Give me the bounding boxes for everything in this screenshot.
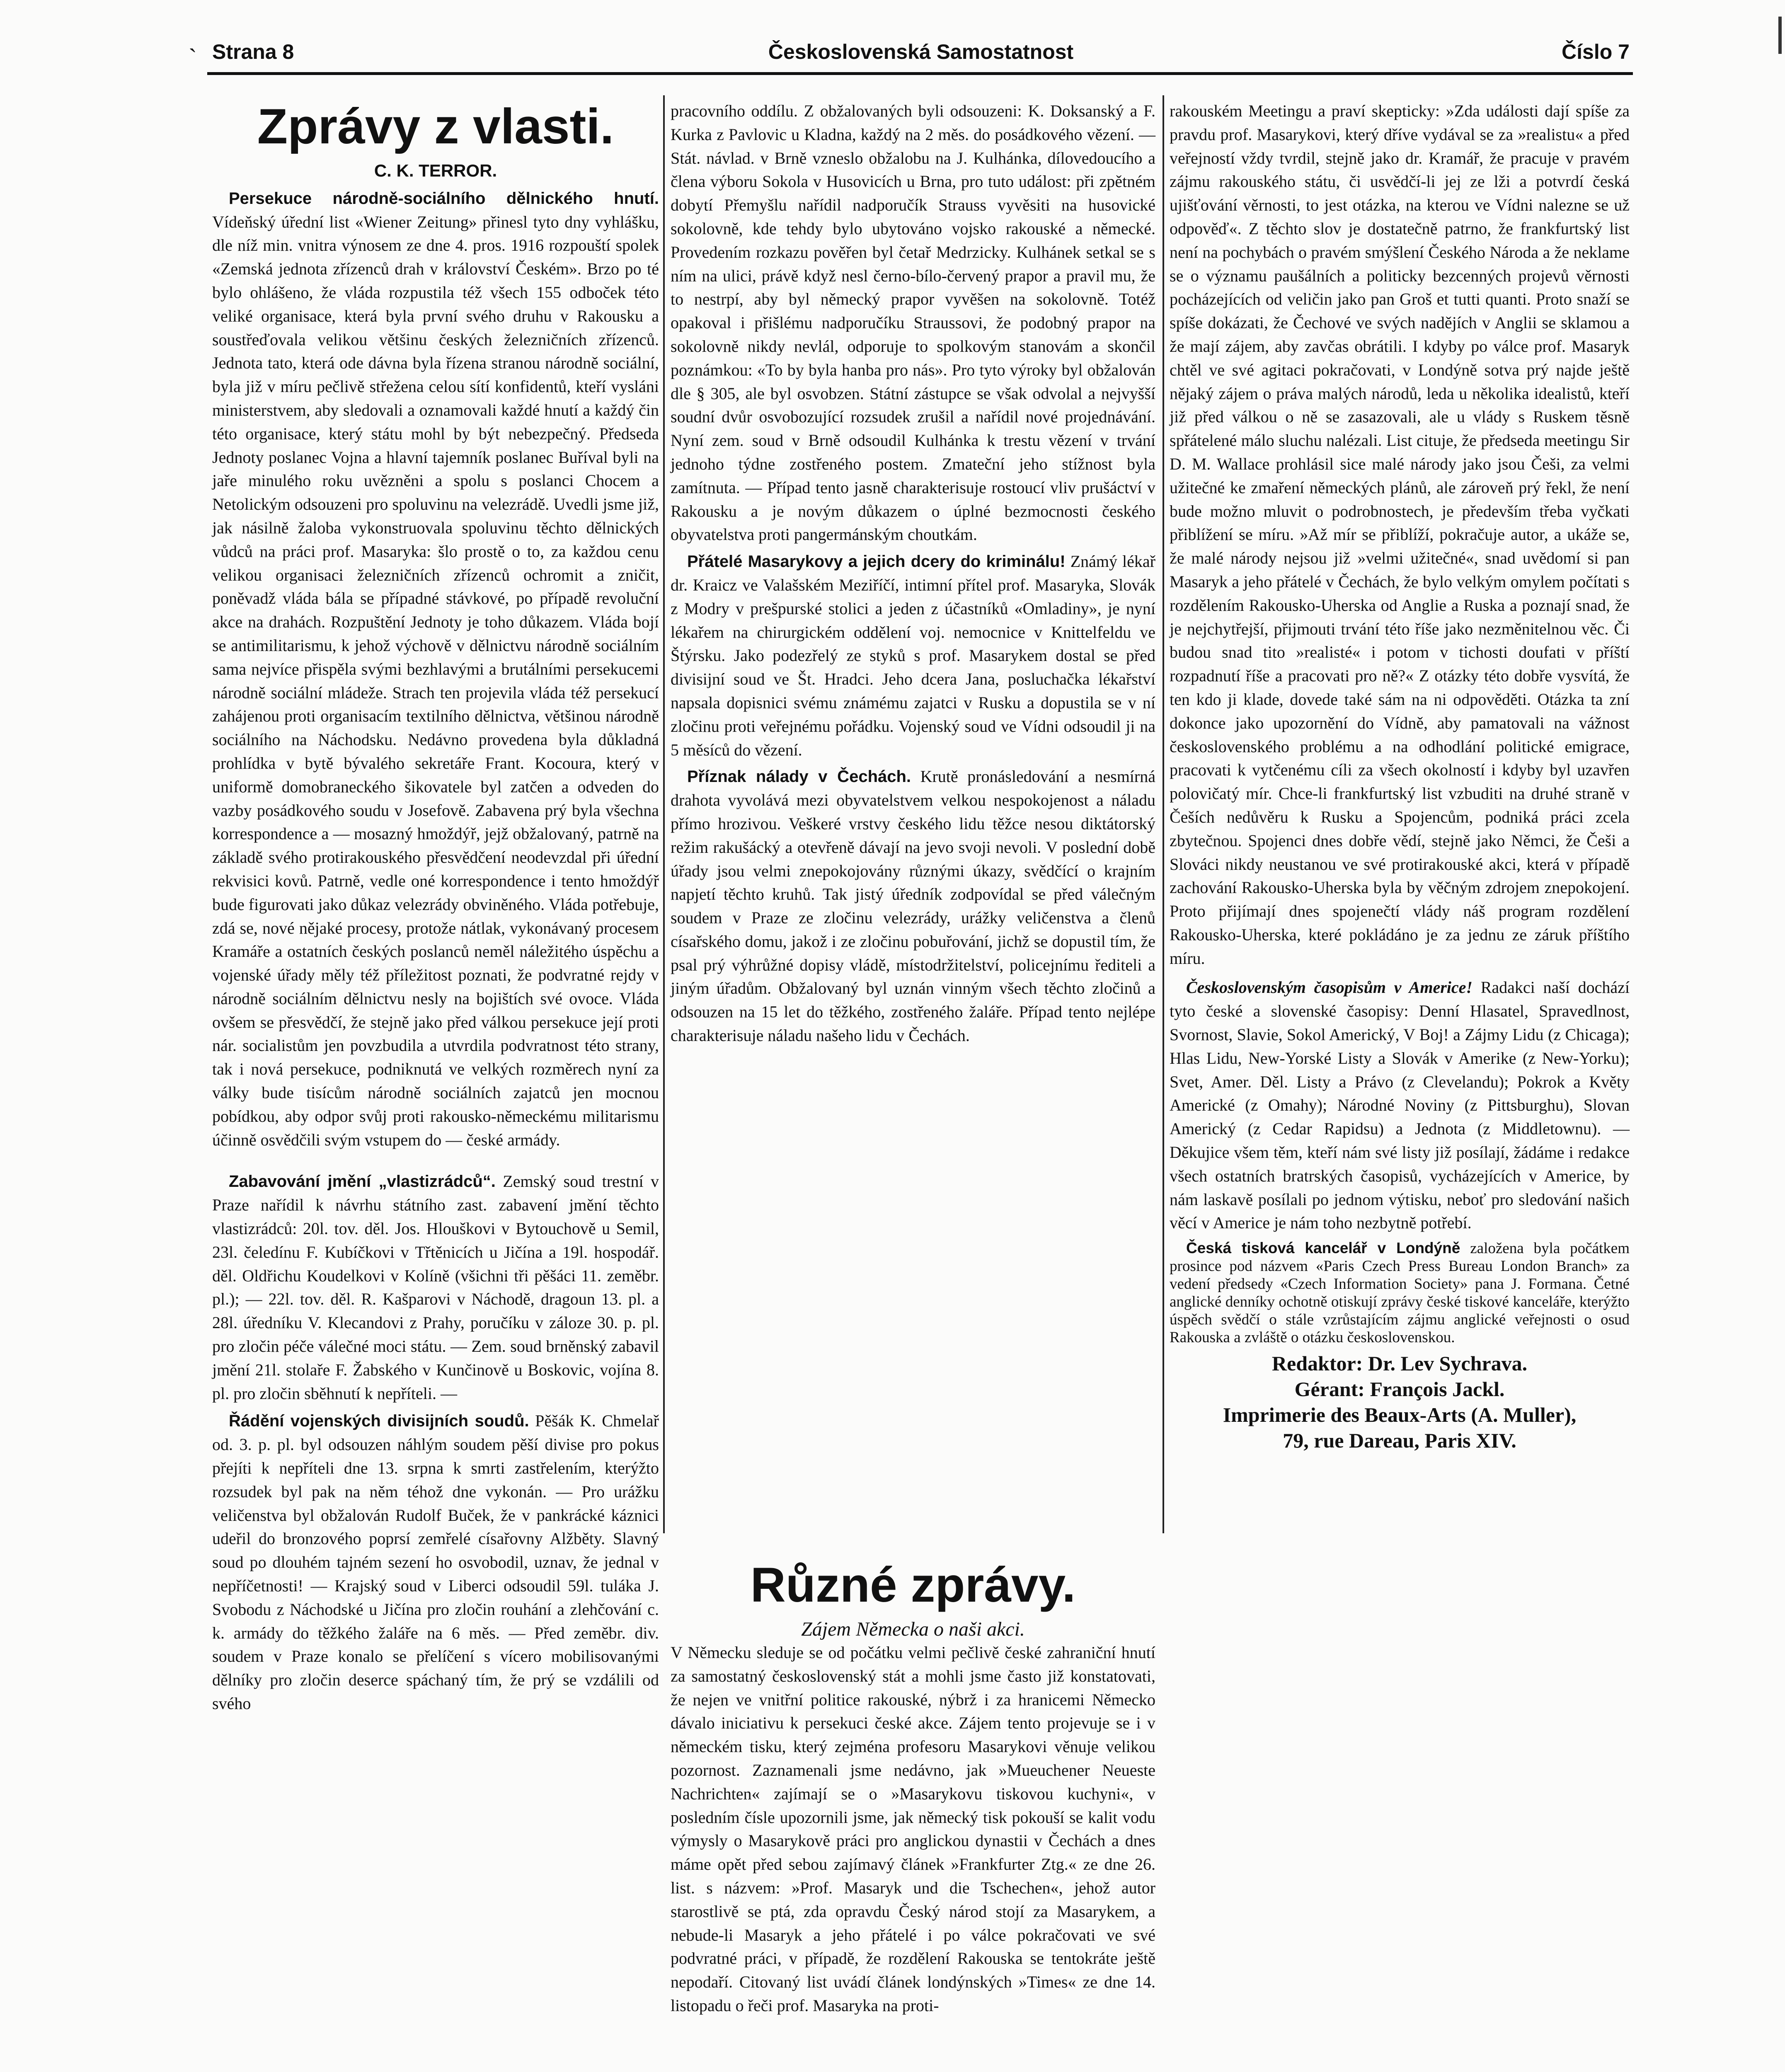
section-title-ruzne-zpravy: Různé zprávy. (750, 1558, 1076, 1612)
article-priznak-headline: Příznak nálady v Čechách. (687, 767, 911, 786)
article-persekuce-headline: Persekuce národně-sociálního dělnického hnutí. (229, 189, 659, 208)
page-header (212, 40, 1630, 71)
article-persekuce (212, 187, 659, 1152)
article-pratele-headline: Přátelé Masarykovy a jejich dcery do kriminálu! (687, 552, 1066, 571)
article-radeni (212, 1409, 659, 1715)
newspaper-title: Československá Samostatnost (768, 40, 1074, 63)
imprint-printer: Imprimerie des Beaux-Arts (A. Muller), (1223, 1403, 1577, 1427)
article-casopisy-headline: Československým časopisům v Americe! (1186, 978, 1473, 997)
article-kulhanek: pracovního oddílu. Z obžalovaných byli odsouzeni: K. Doksanský a F. Kurka z Pavlovic u Kladna, každý na 2 měs. do posádkového vězení. — Stát. návlad. v Brně vzneslo obžalobu na J. Kulhánka, dílovedoucího a člena výboru Sokola v Husovicích u Brna, pro tuto událost: při zpětném dobytí Přemyšlu nařídil nadporučík Strauss vyvěsiti na husovické sokolovně, kde tehdy bylo ubytováno vojsko rakouské a německé. Provedením rozkazu pověřen byl četař Medrzicky. Kulhánek setkal se s ním na ulici, právě když nesl černo-bílo-červený prapor a pravil mu, že to nestrpí, aby byl německý prapor vyvěšen na sokolovně. Totéž opakoval i přišlému nadporučíku Straussovi, že podobný prapor na sokolovně nikdy nevlál, odporuje to spolkovým stanovám a skončil poznámkou: «To by byla hanba pro nás». Pro tyto výroky byl obžalován dle § 305, ale byl osvobzen. Státní zástupce se však odvolal a nejvyšší soudní dvůr osvobozující rozsudek zrušil a nařídil nové projednávání. Nyní zem. soud v Brně odsoudil Kulhánka k trestu vězení v trvání jednoho týdne zostřeného postem. Zmateční jeho stížnost byla zamítnuta. — Případ tento jasně charakterisuje rostoucí vliv prušáctví v Rakousku a je novým důkazem o úplné bezmocnosti českého obyvatelstva proti pangermánským choutkám. (671, 102, 1155, 544)
page-edge-mark (1778, 17, 1782, 54)
article-casopisy-body: Radakci naší dochází tyto české a slovenské časopisy: Denní Hlasatel, Spravedlnost, Svornost, Slavie, Sokol Americký, V Boj! a Zájmy Lidu (z Chicaga); Hlas Lidu, New-Yorské Listy a Slovák v Amerike (z New-Yorku); Svet, Amer. Děl. Listy a Právo (z Clevelandu); Pokrok a Květy Americké (z Omahy); Národné Noviny (z Pittsburghu), Slovan Americký (z Cedar Rapidsu) a Jednota (z Middletownu). — Děkujice všem těm, kteří nám své listy již posílají, žádáme i redakce všech ostatních bratrských časopisů, vycházejících v Americe, by nám laskavě posílali po jednom výtisku, neboť pro sledování našich věcí v Americe je nám toho nezbytně potřebí. (1170, 978, 1630, 1232)
imprint-redaktor: Redaktor: Dr. Lev Sychrava. (1272, 1352, 1528, 1375)
article-zajem-nemecka-continued: rakouském Meetingu a praví skepticky: »Zda události dají spíše za pravdu prof. Masarykovi, který dříve vydával se za »realistu« a před veřejností vždy tvrdil, stejně jako dr. Kramář, že pracuje v pravém zájmu rakouského státu, či usvědčí-li jej ze lži a potvrdí česká ujišťování věrnosti, to jest otázka, na kterou ve Vídni nalezne se už odpověď«. Z těchto slov je dostatečně patrno, že frankfurtský list není na pochybách o pravém smýšlení Českého Národa a že neklame se o významu paušálních a politicky bezcenných projevů věrnosti pocházejících od veličin jako pan Groš et tutti quanti. Proto snaží se spíše dokázati, že Čechové ve svých nadějích v Anglii se sklamou a že mají zájem, aby zavčas obrátili. I kdyby po válce prof. Masaryk chtěl ve své agitaci pokračovati, v Londýně sotva prý najde ještě nějaký zájem o práva malých národů, leda u několika idealistů, kteří již před válkou o ně se zasazovali, ale u vlády s Ruskem těsně spřátelené málo sluchu nalézali. List cituje, že předseda meetingu Sir D. M. Wallace prohlásil sice malé národy jako jsou Češi, za velmi užitečné ke zmaření německých plánů, ale zároveň prý řekl, že není bude možno mluvit o podrobnostech, je především třeba vyčkati přiblížení se míru. »Až mír se přiblíží, pokračuje autor, a ukáže se, že malé národy nejsou již »velmi užitečné«, snad uvědomí si pan Masaryk a jeho přátelé v Čechách, že bylo velkým omylem počítati s rozdělením Rakousko-Uherska od Anglie a Ruska a poznají snad, že je nejchytřejší, přijmouti trvání této říše jako nezměnitelnou věc. Či budou snad tito »realisté« i potom v tichosti doufati v příští rozpadnutí říše a pracovati pro ně?« Z otázky této dobře vysvítá, že ten kdo ji klade, dovede také sám na ni odpověděti. Otázka ta zní dokonce jako upozornění do Vídně, aby pamatovali na vážnost československého problému a na odhodlání politické emigrace, pracovati k vytčenému cíli za všech okolností i kdyby byl uzavřen polovičatý mír. Chce-li frankfurtský list vzbuditi na druhé straně v Češích nedůvěru k Rusku a Spojencům, podniká práci zcela zbytečnou. Spojenci dnes dobře vědí, stejně jako Němci, že Češi a Slováci nikdy neustanou ve své protirakouské akci, která v případě zachování Rakousko-Uherska byla by věčným zdrojem znepokojení. Proto přijímají dnes spojenečtí vlády náš program rozdělení Rakousko-Uherska, které pokládáno je za jednu ze záruk příštího míru. (1170, 102, 1630, 968)
article-tiskova-kancelar (1170, 1239, 1630, 1346)
article-radeni-headline: Řádění vojenských divisijních soudů. (229, 1412, 529, 1431)
column-1 (212, 99, 659, 1716)
article-zajem-nemecka-headline: Zájem Německa o naši akci. (801, 1618, 1025, 1640)
section-title-zpravy-z-vlasti: Zprávy z vlasti. (257, 99, 614, 154)
imprint (1170, 1351, 1630, 1453)
article-zabavovani-body: Zemský soud trestní v Praze nařídil k návrhu státního zast. zabavení jmění těchto vlastizrádců: 20l. tov. děl. Jos. Hlouškovi v Bytouchově u Semil, 23l. čeledínu F. Kubíčkovi v Třtěnicích u Jičína a 19l. hospodář. děl. Oldřichu Koudelkovi v Kolíně (všichni tři pěšáci 11. zeměbr. pl.); — 22l. tov. děl. R. Kašparovi v Náchodě, dragoun 13. pl. a 28l. úředníku V. Klecandovi z Prahy, poručíku v záloze 30. p. pl. pro zločin péče válečné moci státu. — Zem. soud brněnský zabavil jmění 21l. stolaře F. Žabského v Kunčinově u Boskovic, vojína 8. pl. pro zločin sběhnutí k nepříteli. — (212, 1172, 659, 1403)
article-casopisy-v-americe (1170, 976, 1630, 1235)
section-ruzne-zpravy (671, 1558, 1155, 2018)
article-persekuce-body: Vídeňský úřední list «Wiener Zeitung» přinesl tyto dny vyhlášku, dle níž min. vnitra výnosem ze dne 4. pros. 1916 rozpouští spolek «Zemská jednota zřízenců drah v království Českém». Brzo po té bylo ohlášeno, že vláda rozpustila též všech 155 odboček této veliké organisace, která byla první svého druhu v Rakousku a soustřeďovala velikou většinu českých železničních zřízenců. Jednota tato, která ode dávna byla řízena stranou národně sociální, byla již v míru pečlivě střežena celou sítí konfidentů, kteří vysláni ministerstvem, aby sledovali a oznamovali každé hnutí a každý čin této organisace, který státu mohl by být nebezpečný. Předseda Jednoty poslanec Vojna a hlavní tajemník poslanec Buříval byli na jaře minulého roku uvězněni a spolu s poslanci Chocem a Netolickým odsouzeni pro spoluvinu na velezrádě. Uvedli jsme již, jak násilně žaloba vykonstruovala spoluvinu těchto dělnických vůdců na práci prof. Masaryka: šlo prostě o to, za každou cenu velikou organisaci železničních zřízenců ochromit a zničit, poněvadž vláda bála se případné stávkové, po případě revoluční akce na drahách. Rozpuštění Jednoty je toho důkazem. Vláda bojí se antimilitarismu, k jehož výchově v dělnictvu národně sociálním sama nejvíce přispěla svými bezhlavými a brutálními persekucemi národně sociální mládeže. Strach ten projevila vláda též persekucí zahájenou proti organisacím textilního dělnictva, většinou národně sociálního na Náchodsku. Nedávno provedena byla důkladná prohlídka v bytě bývalého sekretáře Frant. Kocoura, který v uniformě domobraneckého šikovatele byl zatčen a odveden do vazby posádkového soudu v Josefově. Zabavena prý byla všechna korrespondence a — mosazný hmoždýř, jejž obžalovaný, patrně na základě svého protirakouského přesvědčení neodevzdal při úřední rekvisici kovů. Patrně, vedle oné korrespondence i tento hmoždýř bude figurovati jako důkaz velezrády obviněného. Vláda potřebuje, zdá se, nové nějaké procesy, protože nátlak, vykonávaný procesem Kramáře a ostatních českých poslanců neměl náležitého úspěchu a vojenské úřady měly též příležitost poznati, že podvratné rejdy v národně sociálním dělnictvu nesly na bojištích své ovoce. Vláda ovšem se přesvědčí, že stejně jako před válkou persekuce její proti nár. socialistům jen povzbudila a utvrdila podvratnost této strany, tak i nová persekuce, podniknutá ve velkých rozměrech nyní za války bude tisícům národně sociálních zajatců jen mocnou pobídkou, aby odpor svůj proti rakousko-německému militarismu účinně osvědčili svým vstupem do — české armády. (212, 212, 659, 1149)
article-pratele-body: Známý lékař dr. Kraicz ve Valašském Meziříčí, intimní přítel prof. Masaryka, Slovák z Modry v prešpurské stolici a jeden z účastníků «Omladiny», je nyní lékařem na chirurgickém oddělení voj. nemocnice v Knittelfeldu ve Štýrsku. Jako podezřelý ze styků s prof. Masarykem dostal se před divisijní soud ve Št. Hradci. Jeho dcera Jana, posluchačka lékařství napsala dopisnici svému známému zajatci v Rusku a dopustila se v ní zločinu proti veřejnému pořádku. Vojenský soud ve Vídni odsoudil ji na 5 měsíců do vězení. (671, 552, 1155, 759)
article-zabavovani (212, 1170, 659, 1405)
article-priznak-nalady (671, 765, 1155, 1048)
article-pratele-masarykovy (671, 550, 1155, 762)
article-tiskova-body: založena byla počátkem prosince pod názvem «Paris Czech Press Bureau London Branch» za vedení předsedy «Czech Information Society» pana J. Formana. Četné anglické denníky ochotně otiskují zprávy české tiskové kanceláře, kterýžto úspěch svědčí o stále vzrůstajícím zájmu anglické veřejnosti o osud Rakouska a zvláště o otázku československou. (1170, 1240, 1630, 1346)
article-zabavovani-headline: Zabavování jmění „vlastizrádců“. (229, 1172, 496, 1191)
column-divider-2 (1163, 95, 1164, 1533)
article-zajem-nemecka-body: V Německu sleduje se od počátku velmi pečlivě české zahraniční hnutí za samostatný československý stát a mohli jsme často již konstatovati, že nejen ve vnitřní politice rakouské, nýbrž i za hranicemi Německo dávalo iniciativu k persekuci české akce. Zájem tento projevuje se i v německém tisku, který zejména profesoru Masarykovi věnuje velikou pozornost. Zaznamenali jsme nedávno, jak »Mueuchener Neueste Nachrichten« zajímají se o »Masarykovu tiskovou kuchyni«, v posledním čísle upozornili jsme, jak německý tisk pokouší se kalit vodu výmysly o Masarykově práci pro anglickou dynastii v Čechách a dnes máme opět před sebou zajímavý článek »Frankfurter Ztg.« ze dne 26. list. s názvem: »Prof. Masaryk und die Tschechen«, jehož autor starostlivě se ptá, zda opravdu Český národ stojí za Masarykem, a nebude-li Masaryk a jeho přátelé i po válce pokračovati ve své podvratné práci, v případě, že rozdělení Rakouska se tentokráte ještě nepodaří. Citovaný list uvádí článek londýnských »Times« ze dne 14. listopadu o řeči prof. Masaryka na proti- (671, 1643, 1155, 2015)
header-tick-mark: ` (189, 44, 197, 71)
column-3 (1170, 99, 1630, 1453)
page-number: Strana 8 (212, 40, 294, 63)
column-divider-1 (663, 95, 665, 1533)
imprint-gerant: Gérant: François Jackl. (1294, 1377, 1505, 1401)
article-radeni-body: Pěšák K. Chmelař od. 3. p. pl. byl odsouzen náhlým soudem pěší divise pro pokus přejíti k nepříteli dne 13. srpna k smrti zastřelením, kterýžto rozsudek byl pak na něm téhož dne vykonán. — Pro urážku veličenstva byl obžalován Rudolf Buček, že v pankrácké káznici udeřil do bronzového poprsí zemřelé císařovny Alžběty. Slavný soud po dlouhém tajném sezení ho osvobodil, uznav, že jednal v nepříčetnosti! — Krajský soud v Liberci odsoudil 59l. tuláka J. Svobodu z Náchodské u Jičína pro zločin rouhání a zlehčování c. k. armády do těžkého žaláře na 6 měs. — Před zeměbr. div. soudem v Praze konalo se přelíčení s vícero mobilisovanými dělníky pro zločin deserce spáchaný tím, že prý se vzdálili od svého (212, 1411, 659, 1713)
article-tiskova-headline: Česká tisková kancelář v Londýně (1186, 1239, 1460, 1257)
imprint-address: 79, rue Dareau, Paris XIV. (1283, 1429, 1516, 1452)
article-priznak-body: Krutě pronásledování a nesmírná drahota vyvolává mezi obyvatelstvem velkou nespokojenost a náladu přímo hrozivou. Veškeré vrstvy českého lidu těžce nesou diktátorský režim rakušácký a otevřeně dávají na jevo svoji nevoli. V poslední době úřady jsou velmi znepokojovány různými úkazy, svědčící o krajním napjetí těchto kruhů. Tak jistý úředník zodpovídal se před válečným soudem v Praze ze zločinu velezrády, urážky veličenstva a členů císařského domu, jakož i ze zločinu pobuřování, jichž se dopustil tím, že psal prý výhrůžné dopisy vládě, místodržitelství, policejnímu řediteli a jiným úřadům. Obžalovaný byl uznán vinným všech těchto zločinů a odsouzen na 15 let do těžkého, zostřeného žaláře. Případ tento nejlépe charakterisuje náladu našeho lidu v Čechách. (671, 767, 1155, 1045)
header-rule (207, 72, 1633, 75)
issue-number: Číslo 7 (1562, 40, 1630, 63)
column-2 (671, 99, 1155, 1048)
section-subtitle: C. K. TERROR. (374, 161, 497, 180)
